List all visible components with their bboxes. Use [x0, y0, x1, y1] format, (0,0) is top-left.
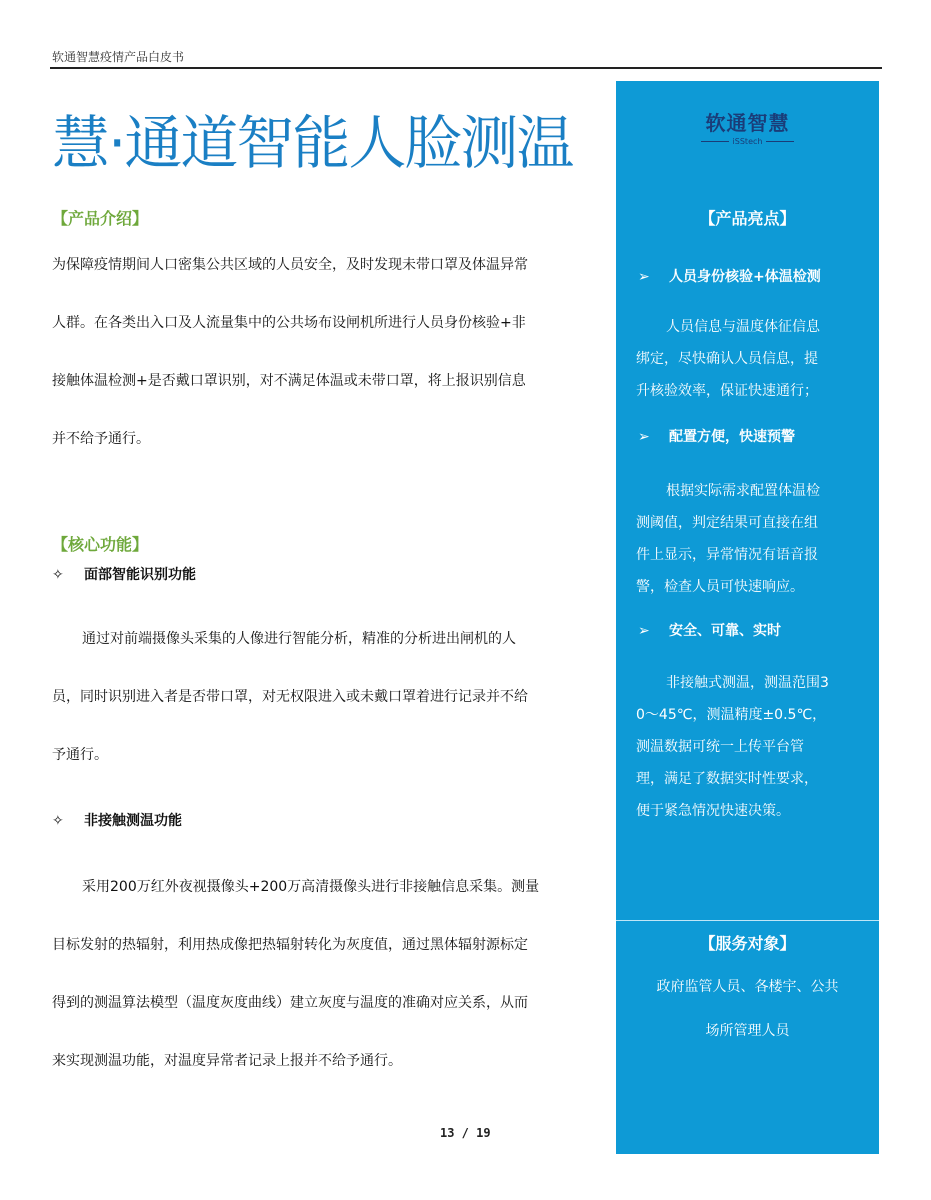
highlights-sidebar	[616, 81, 879, 1154]
feature-face-paragraph	[52, 610, 604, 784]
diamond-bullet-icon: ✧	[52, 567, 64, 583]
highlight-title: ➢ 配置方便，快速预警	[638, 429, 795, 445]
logo-text: 软通智慧	[705, 111, 790, 135]
highlight-title: ➢ 安全、可靠、实时	[638, 623, 781, 639]
intro-line: 接触体温检测+是否戴口罩识别，对不满足体温或未带口罩，将上报识别信息	[52, 373, 526, 389]
service-heading: 【服务对象】	[699, 934, 796, 953]
feature-line: 员，同时识别进入者是否带口罩，对无权限进入或未戴口罩着进行记录并不给	[52, 689, 528, 705]
highlight-paragraph: 根据实际需求配置体温检 测阈值，判定结果可直接在组 件上显示，异常情况有语音报 警，检查人员可快速响应。	[636, 483, 820, 595]
intro-line: 人群。在各类出入口及人流量集中的公共场布设闸机所进行人员身份核验+非	[52, 315, 526, 331]
diamond-bullet-icon: ✧	[52, 813, 64, 829]
document-header: 软通智慧疫情产品白皮书	[52, 50, 185, 64]
feature-title: 面部智能识别功能	[84, 567, 196, 583]
sidebar-divider	[616, 920, 879, 921]
intro-heading: 【产品介绍】	[52, 209, 149, 228]
page-title: 慧·通道智能人脸测温	[52, 109, 573, 177]
feature-face-title	[52, 564, 196, 584]
feature-line: 通过对前端摄像头采集的人像进行智能分析，精准的分析进出闸机的人	[82, 631, 516, 647]
core-heading: 【核心功能】	[52, 535, 149, 554]
highlight-title: ➢ 人员身份核验+体温检测	[638, 269, 821, 285]
header-divider	[50, 67, 882, 69]
feature-line: 采用200万红外夜视摄像头+200万高清摄像头进行非接触信息采集。测量	[82, 879, 540, 895]
company-logo	[616, 107, 879, 146]
service-text: 政府监管人员、各楼宇、公共 场所管理人员	[656, 979, 839, 1039]
arrow-bullet-icon: ➢	[638, 269, 650, 285]
highlight-paragraph: 人员信息与温度体征信息 绑定，尽快确认人员信息，提 升核验效率，保证快速通行；	[636, 319, 820, 399]
intro-line: 为保障疫情期间人口密集公共区域的人员安全，及时发现未带口罩及体温异常	[52, 257, 528, 273]
feature-line: 得到的测温算法模型（温度灰度曲线）建立灰度与温度的准确对应关系，从而	[52, 995, 528, 1011]
arrow-bullet-icon: ➢	[638, 429, 650, 445]
feature-line: 予通行。	[52, 747, 108, 763]
highlight-paragraph: 非接触式测温，测温范围3 0～45℃，测温精度±0.5℃， 测温数据可统一上传平台管 理，满足了数据实时性要求， 便于紧急情况快速决策。	[636, 675, 829, 819]
feature-temp-title	[52, 810, 182, 830]
feature-title: 非接触测温功能	[84, 813, 182, 829]
logo-subtext: iSStech	[732, 137, 763, 146]
page-number: 13 / 19	[440, 1126, 491, 1140]
feature-temp-paragraph	[52, 858, 604, 1090]
feature-line: 目标发射的热辐射，利用热成像把热辐射转化为灰度值，通过黑体辐射源标定	[52, 937, 528, 953]
intro-paragraph	[52, 236, 604, 468]
highlights-heading: 【产品亮点】	[699, 209, 796, 228]
arrow-bullet-icon: ➢	[638, 623, 650, 639]
intro-line: 并不给予通行。	[52, 431, 150, 447]
feature-line: 来实现测温功能，对温度异常者记录上报并不给予通行。	[52, 1053, 402, 1069]
